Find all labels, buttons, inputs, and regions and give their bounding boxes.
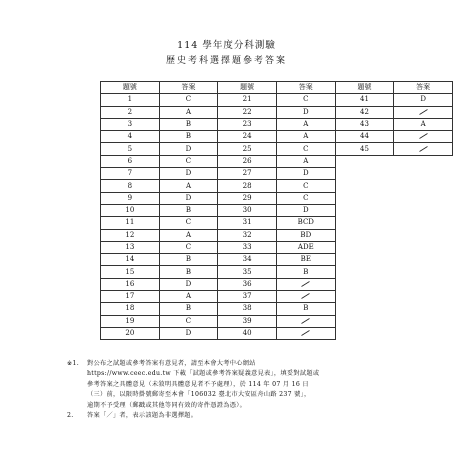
question-number-cell: 44 [335,131,394,143]
column-header-answer: 答案 [394,82,453,94]
answer-cell: B [159,254,218,266]
column-header-answer: 答案 [276,82,335,94]
question-number-cell: 21 [218,94,277,106]
table-row [101,131,453,143]
table-row [101,118,453,130]
table-row [101,303,453,315]
answer-cell: B [159,131,218,143]
empty-cell [394,229,453,241]
question-number-cell: 5 [101,143,160,155]
answer-cell: BCD [276,217,335,229]
table-row [101,143,453,155]
empty-cell [335,278,394,290]
note-1-text [87,359,412,411]
slash-icon [419,146,428,152]
empty-cell [335,241,394,253]
answer-cell: D [159,278,218,290]
note-1-line: https://www.ceec.edu.tw 下載「試題或參考答案疑義意見表」，填妥對試題或 [87,370,320,378]
question-number-cell: 30 [218,204,277,216]
question-number-cell: 12 [101,229,160,241]
empty-cell [394,180,453,192]
question-number-cell: 26 [218,155,277,167]
answer-cell: D [394,94,453,106]
answer-cell: A [159,291,218,303]
table-row [101,229,453,241]
empty-cell [335,180,394,192]
question-number-cell: 38 [218,303,277,315]
empty-cell [394,192,453,204]
answer-cell: C [159,155,218,167]
table-row [101,168,453,180]
non-choice-answer-cell [394,106,453,118]
slash-icon [301,281,310,287]
column-header-question: 題號 [335,82,394,94]
note-1-line: 對公布之試題或參考答案有意見者，請至本會大考中心網站 [87,360,256,367]
question-number-cell: 3 [101,118,160,130]
column-header-question: 題號 [218,82,277,94]
note-1 [67,359,412,411]
question-number-cell: 42 [335,106,394,118]
note-1-marker: ※1. [67,360,79,367]
empty-cell [394,168,453,180]
answer-cell: D [159,168,218,180]
table-row [101,155,453,167]
question-number-cell: 8 [101,180,160,192]
empty-cell [335,327,394,339]
answer-cell: ADE [276,241,335,253]
answer-cell: A [276,131,335,143]
answer-cell: A [276,118,335,130]
question-number-cell: 22 [218,106,277,118]
answer-table [100,81,453,340]
table-row [101,327,453,339]
non-choice-answer-cell [276,327,335,339]
answer-cell: D [159,143,218,155]
answer-cell: A [394,118,453,130]
empty-cell [394,241,453,253]
empty-cell [335,155,394,167]
answer-cell: C [159,94,218,106]
question-number-cell: 35 [218,266,277,278]
note-2-text: 答案「／」者，表示該題為非選擇題。 [87,412,198,420]
column-header-answer: 答案 [159,82,218,94]
non-choice-answer-cell [276,291,335,303]
non-choice-answer-cell [394,143,453,155]
empty-cell [335,291,394,303]
question-number-cell: 19 [101,315,160,327]
table-row [101,106,453,118]
table-row [101,94,453,106]
note-1-line: 逾期不予受理（郵戳或其他等同有效的寄件憑證為憑）。 [87,401,247,409]
table-row [101,241,453,253]
question-number-cell: 10 [101,204,160,216]
question-number-cell: 29 [218,192,277,204]
slash-icon [301,318,310,324]
empty-cell [335,254,394,266]
empty-cell [394,315,453,327]
table-row [101,192,453,204]
table-row [101,278,453,290]
question-number-cell: 33 [218,241,277,253]
answer-cell: C [276,192,335,204]
table-row [101,291,453,303]
question-number-cell: 23 [218,118,277,130]
question-number-cell: 7 [101,168,160,180]
question-number-cell: 37 [218,291,277,303]
table-row [101,254,453,266]
slash-icon [419,133,428,139]
slash-icon [419,109,428,115]
table-row [101,315,453,327]
question-number-cell: 43 [335,118,394,130]
answer-cell: B [159,303,218,315]
answer-cell: B [159,204,218,216]
column-header-question: 題號 [101,82,160,94]
answer-cell: A [159,229,218,241]
question-number-cell: 41 [335,94,394,106]
empty-cell [394,155,453,167]
empty-cell [335,192,394,204]
question-number-cell: 13 [101,241,160,253]
answer-cell: B [159,118,218,130]
question-number-cell: 9 [101,192,160,204]
question-number-cell: 11 [101,217,160,229]
empty-cell [394,217,453,229]
empty-cell [394,327,453,339]
answer-cell: C [276,143,335,155]
table-row [101,266,453,278]
slash-icon [301,330,310,336]
answer-cell: BE [276,254,335,266]
answer-cell: B [276,303,335,315]
question-number-cell: 16 [101,278,160,290]
question-number-cell: 24 [218,131,277,143]
answer-cell: BD [276,229,335,241]
answer-cell: A [159,106,218,118]
answer-cell: C [159,217,218,229]
table-row [101,217,453,229]
question-number-cell: 39 [218,315,277,327]
non-choice-answer-cell [276,278,335,290]
question-number-cell: 31 [218,217,277,229]
empty-cell [394,266,453,278]
note-2 [67,411,412,421]
empty-cell [394,303,453,315]
answer-cell: A [276,155,335,167]
non-choice-answer-cell [394,131,453,143]
question-number-cell: 4 [101,131,160,143]
answer-cell: D [159,192,218,204]
notes-section [67,359,412,421]
question-number-cell: 28 [218,180,277,192]
answer-cell: B [276,266,335,278]
empty-cell [394,204,453,216]
table-row [101,180,453,192]
answer-cell: D [159,327,218,339]
question-number-cell: 2 [101,106,160,118]
answer-cell: C [276,180,335,192]
question-number-cell: 20 [101,327,160,339]
empty-cell [394,291,453,303]
empty-cell [335,229,394,241]
answer-cell: D [276,106,335,118]
empty-cell [335,168,394,180]
empty-cell [335,204,394,216]
empty-cell [335,315,394,327]
answer-cell: C [276,94,335,106]
answer-cell: C [159,315,218,327]
question-number-cell: 1 [101,94,160,106]
empty-cell [335,266,394,278]
non-choice-answer-cell [276,315,335,327]
question-number-cell: 40 [218,327,277,339]
question-number-cell: 14 [101,254,160,266]
question-number-cell: 25 [218,143,277,155]
empty-cell [335,303,394,315]
table-header-row [101,82,453,94]
answer-cell: A [159,180,218,192]
empty-cell [335,217,394,229]
empty-cell [394,254,453,266]
question-number-cell: 45 [335,143,394,155]
answer-cell: D [276,168,335,180]
question-number-cell: 36 [218,278,277,290]
question-number-cell: 27 [218,168,277,180]
question-number-cell: 17 [101,291,160,303]
note-1-line: （三）前，以限時掛號郵寄至本會「106032 臺北市大安區舟山路 237 號」， [87,391,311,399]
note-2-marker: 2. [67,412,74,420]
question-number-cell: 18 [101,303,160,315]
slash-icon [301,293,310,299]
page-subtitle: 歷史考科選擇題參考答案 [165,56,287,66]
answer-cell: C [159,241,218,253]
note-1-line: 參考答案之具體意見（未敘明具體意見者不予處理），於 114 年 07 月 16 日 [87,380,309,388]
page-title: 114 學年度分科測驗 [177,40,276,51]
question-number-cell: 32 [218,229,277,241]
question-number-cell: 34 [218,254,277,266]
question-number-cell: 6 [101,155,160,167]
empty-cell [394,278,453,290]
question-number-cell: 15 [101,266,160,278]
answer-cell: B [159,266,218,278]
table-row [101,204,453,216]
answer-cell: D [276,204,335,216]
